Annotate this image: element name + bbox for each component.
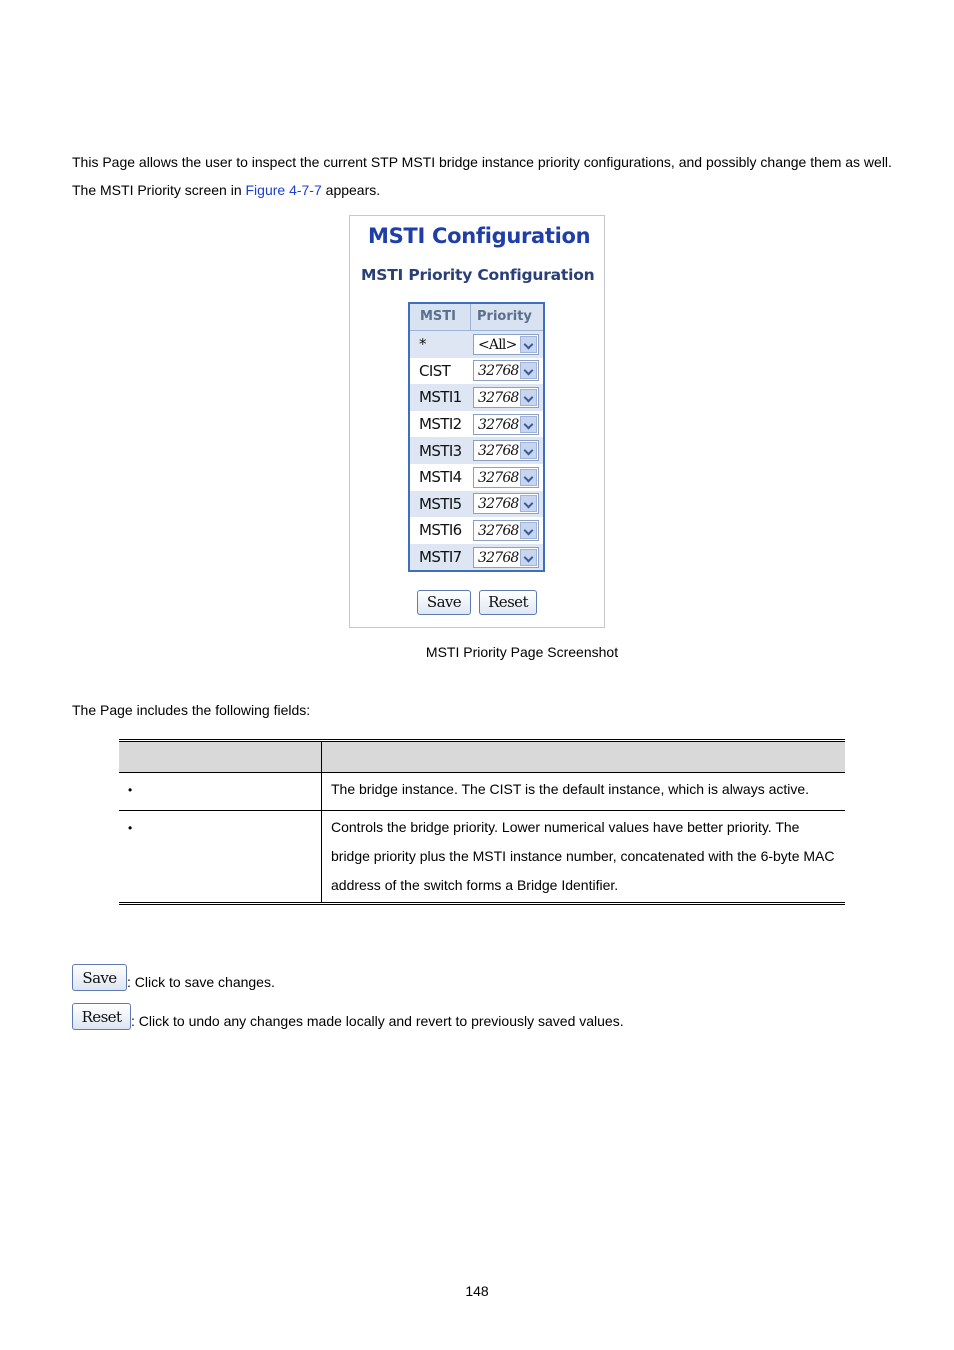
reset-button[interactable]: Reset	[479, 590, 537, 615]
chevron-down-icon[interactable]	[520, 495, 537, 512]
bullet: •	[128, 783, 133, 797]
reset-description	[72, 1003, 624, 1030]
priority-select[interactable]	[473, 547, 539, 568]
reset-button[interactable]: Reset	[72, 1003, 131, 1030]
msti-screenshot	[349, 215, 605, 628]
priority-select[interactable]	[473, 334, 539, 355]
msti-name: MSTI1	[419, 388, 462, 407]
msti-configuration-title: MSTI Configuration	[368, 224, 591, 248]
msti-priority-subtitle: MSTI Priority Configuration	[361, 266, 595, 284]
object-cell	[119, 811, 322, 904]
description-cell: The bridge instance. The CIST is the default instance, which is always active.	[322, 773, 846, 811]
chevron-down-icon[interactable]	[520, 469, 537, 486]
intro-text-after: appears.	[321, 182, 381, 198]
table-row	[410, 491, 543, 518]
table-row	[410, 384, 543, 411]
msti-priority-table	[408, 302, 545, 572]
page-number: 148	[465, 1283, 489, 1299]
col-priority-header: Priority	[477, 309, 532, 324]
msti-name: MSTI7	[419, 548, 462, 567]
msti-name: CIST	[419, 361, 451, 380]
msti-name: *	[419, 335, 426, 354]
chevron-down-icon[interactable]	[520, 362, 537, 379]
table-row	[410, 464, 543, 491]
table-row	[410, 411, 543, 438]
table-row	[410, 544, 543, 571]
intro-paragraph	[72, 148, 892, 204]
msti-name: MSTI4	[419, 468, 462, 487]
table-row	[410, 331, 543, 358]
priority-select[interactable]	[473, 493, 539, 514]
col-msti-header: MSTI	[410, 304, 471, 330]
chevron-down-icon[interactable]	[520, 389, 537, 406]
table-row	[410, 437, 543, 464]
intro-text-before: This Page allows the user to inspect the current STP MSTI bridge instance priority configurations, and possibly change them as well. The MSTI Priority screen in	[72, 154, 892, 198]
priority-select[interactable]	[473, 414, 539, 435]
reset-desc-text: : Click to undo any changes made locally and revert to previously saved values.	[131, 1013, 624, 1029]
figure-link[interactable]: Figure 4-7-7	[245, 182, 322, 198]
table-row	[119, 811, 845, 904]
msti-name: MSTI3	[419, 441, 462, 460]
priority-value: 32768	[478, 549, 519, 566]
save-desc-text: : Click to save changes.	[127, 974, 275, 990]
priority-value: 32768	[478, 522, 519, 539]
save-button[interactable]: Save	[72, 964, 127, 991]
header-object	[119, 741, 322, 773]
fields-intro: The Page includes the following fields:	[72, 702, 311, 718]
priority-select[interactable]	[473, 360, 539, 381]
save-button[interactable]: Save	[417, 590, 471, 615]
figure-caption: MSTI Priority Page Screenshot	[425, 644, 619, 660]
priority-value: 32768	[478, 443, 519, 460]
bullet: •	[128, 821, 133, 835]
chevron-down-icon[interactable]	[520, 416, 537, 433]
table-row	[410, 358, 543, 385]
table-row	[119, 773, 845, 811]
msti-name: MSTI6	[419, 521, 462, 540]
msti-name: MSTI2	[419, 415, 462, 434]
fields-table	[119, 739, 845, 905]
priority-value: 32768	[478, 469, 519, 486]
priority-select[interactable]	[473, 387, 539, 408]
priority-value: 32768	[478, 389, 519, 406]
msti-name: MSTI5	[419, 494, 462, 513]
priority-select[interactable]	[473, 440, 539, 461]
description-cell: Controls the bridge priority. Lower numerical values have better priority. The bridge priority plus the MSTI instance number, concatenated with the 6-byte MAC address of the switch forms a Bridge Identifier.	[322, 811, 846, 904]
priority-select[interactable]	[473, 467, 539, 488]
priority-select[interactable]	[473, 520, 539, 541]
msti-table-header	[410, 304, 543, 331]
object-cell	[119, 773, 322, 811]
priority-value: 32768	[478, 416, 519, 433]
chevron-down-icon[interactable]	[520, 522, 537, 539]
table-row	[410, 517, 543, 544]
priority-value: <All>	[478, 336, 517, 353]
priority-value: 32768	[478, 496, 519, 513]
priority-value: 32768	[478, 363, 519, 380]
chevron-down-icon[interactable]	[520, 336, 537, 353]
header-description	[322, 741, 846, 773]
chevron-down-icon[interactable]	[520, 549, 537, 566]
save-description	[72, 964, 275, 991]
chevron-down-icon[interactable]	[520, 442, 537, 459]
fields-table-header	[119, 741, 845, 773]
